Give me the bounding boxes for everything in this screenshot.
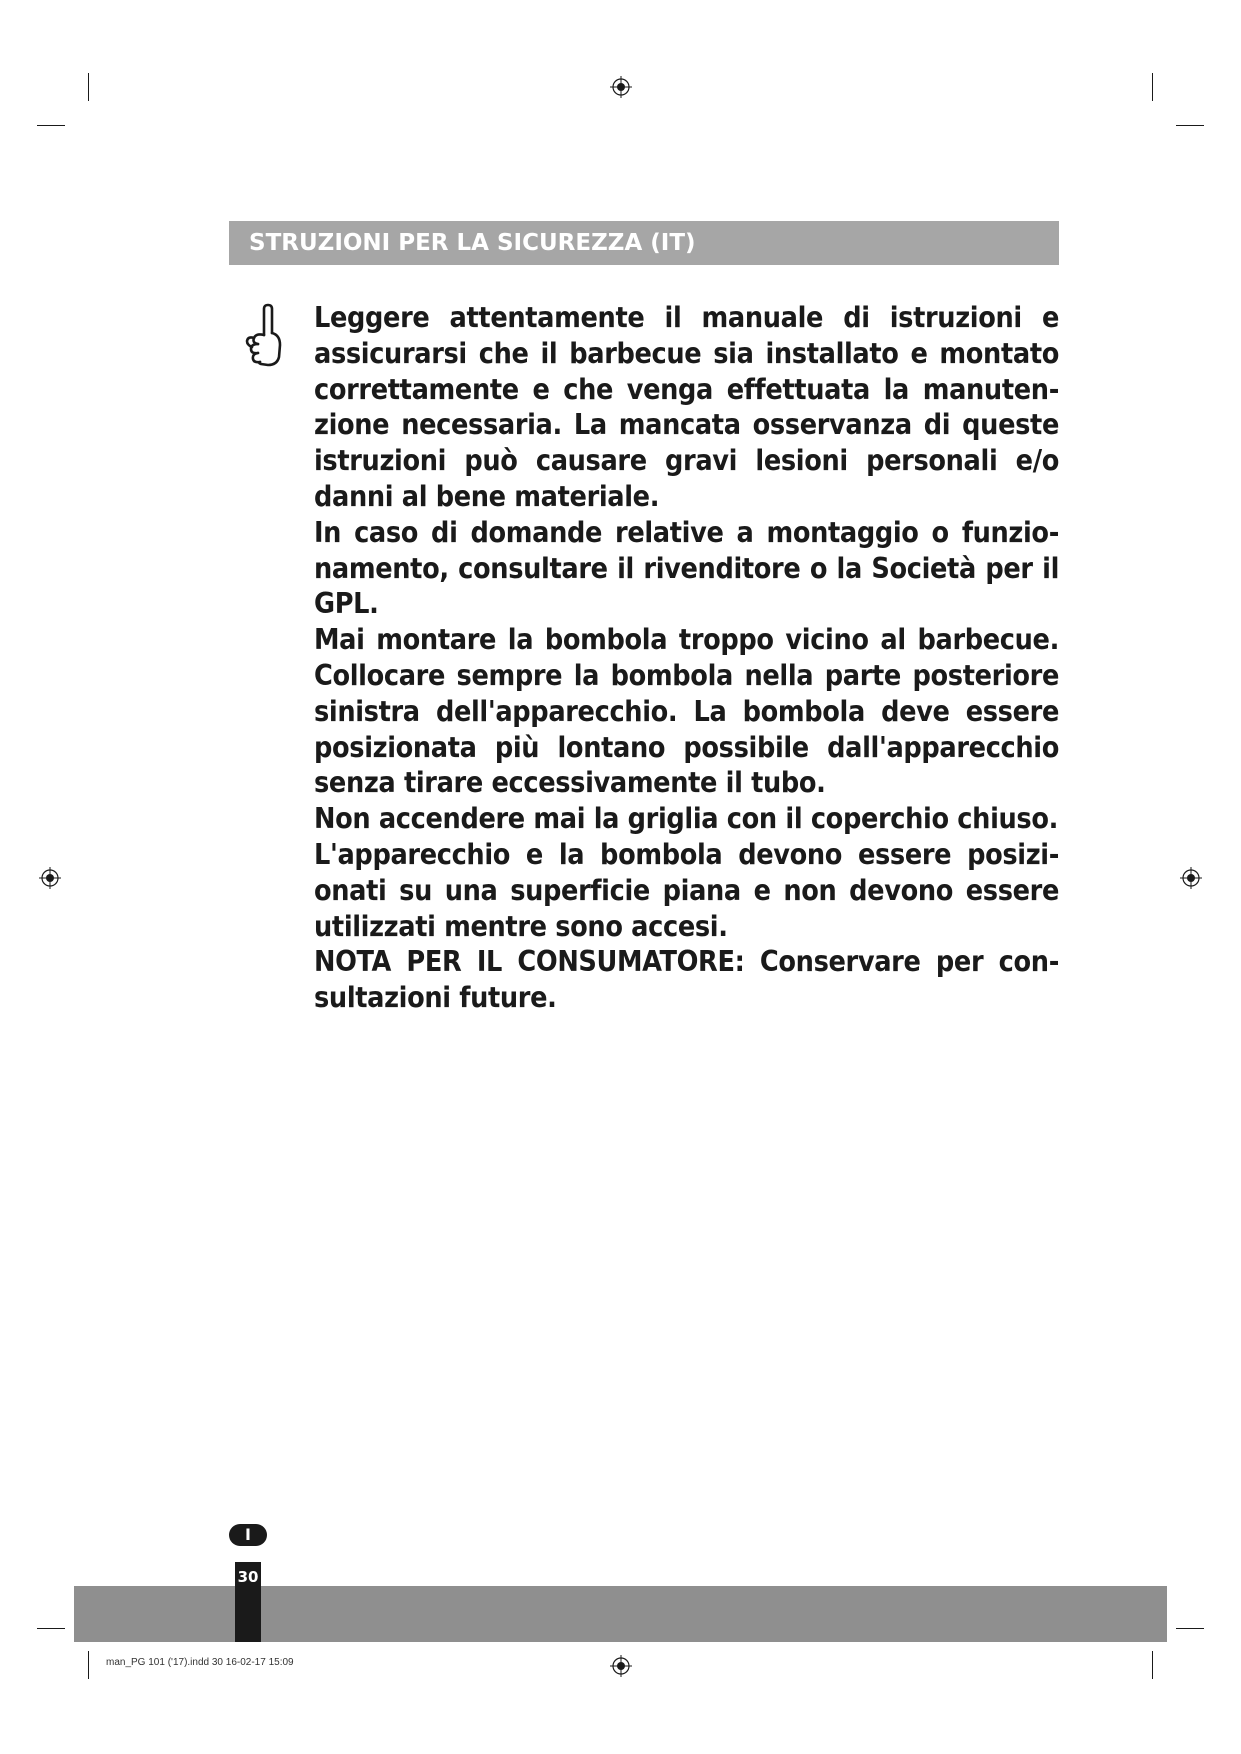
print-slug: man_PG 101 ('17).indd 30 16-02-17 15:09 xyxy=(106,1657,294,1668)
registration-mark-icon xyxy=(1180,867,1202,889)
paragraph: NOTA PER IL CONSUMATORE: Conservare per con-sultazioni future. xyxy=(314,945,1059,1015)
pointing-hand-icon xyxy=(244,303,284,369)
section-header xyxy=(229,221,1059,265)
page-number: 30 xyxy=(237,1568,259,1586)
crop-mark-top-right-v xyxy=(1152,73,1153,101)
section-title: STRUZIONI PER LA SICUREZZA (IT) xyxy=(249,230,696,256)
registration-mark-icon xyxy=(610,1655,632,1677)
crop-mark-bottom-left-h xyxy=(37,1628,65,1629)
safety-instructions-text xyxy=(314,300,1059,1016)
crop-mark-bottom-right-v xyxy=(1152,1651,1153,1679)
paragraph: Non accendere mai la griglia con il coperchio chiuso. xyxy=(314,802,1058,836)
crop-mark-bottom-left-v xyxy=(88,1651,89,1679)
crop-mark-top-left-v xyxy=(88,73,89,101)
paragraph: Leggere attentamente il manuale di istruzioni e assicurarsi che il barbecue sia installato e montato correttamente e che venga effettuata la manuten-zione necessaria. La mancata osservanza di queste istruzioni può causare gravi lesioni personali e/o danni al bene materiale. xyxy=(314,301,1059,513)
crop-mark-top-right-h xyxy=(1176,125,1204,126)
crop-mark-bottom-right-h xyxy=(1176,1628,1204,1629)
paragraph: In caso di domande relative a montaggio o funzio-namento, consultare il rivenditore o la Società per il GPL. xyxy=(314,515,1059,621)
registration-mark-icon xyxy=(610,76,632,98)
paragraph: Mai montare la bombola troppo vicino al barbecue. Collocare sempre la bombola nella parte posteriore sinistra dell'apparecchio. La bombola deve essere posizionata più lontano possibile dall'apparecchio senza tirare eccessivamente il tubo. xyxy=(314,623,1059,800)
registration-mark-icon xyxy=(39,867,61,889)
language-badge: I xyxy=(229,1524,267,1546)
crop-mark-top-left-h xyxy=(37,125,65,126)
paragraph: L'apparecchio e la bombola devono essere posizi-onati su una superficie piana e non devono essere utilizzati mentre sono accesi. xyxy=(314,837,1059,943)
